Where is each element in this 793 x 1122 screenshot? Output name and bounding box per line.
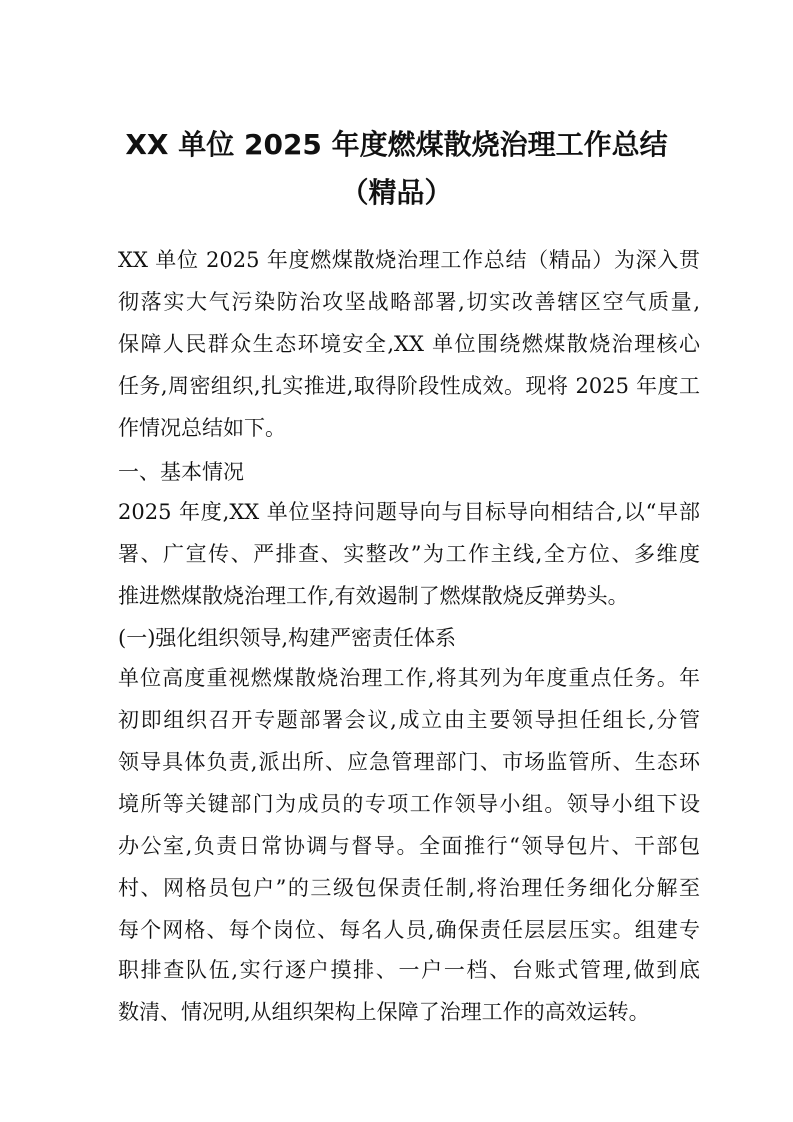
paragraph-line: 境所等关键部门为成员的专项工作领导小组。领导小组下设 (118, 792, 700, 816)
paragraph-line: 彻落实大气污染防治攻坚战略部署,切实改善辖区空气质量, (118, 290, 700, 314)
paragraph-line: 办公室,负责日常协调与督导。全面推行“领导包片、干部包 (118, 834, 700, 858)
paragraph-line: 单位高度重视燃煤散烧治理工作,将其列为年度重点任务。年 (118, 666, 700, 690)
paragraph-line: 推进燃煤散烧治理工作,有效遏制了燃煤散烧反弹势头。 (118, 584, 629, 608)
subsection-heading: (一)强化组织领导,构建严密责任体系 (118, 626, 457, 650)
paragraph-line: 保障人民群众生态环境安全,XX 单位围绕燃煤散烧治理核心 (118, 332, 700, 356)
document-title-line-1: XX 单位 2025 年度燃煤散烧治理工作总结 (125, 128, 668, 161)
paragraph-line: 作情况总结如下。 (118, 416, 286, 440)
paragraph-line: 任务,周密组织,扎实推进,取得阶段性成效。现将 2025 年度工 (118, 374, 700, 398)
paragraph-line: XX 单位 2025 年度燃煤散烧治理工作总结（精品）为深入贯 (118, 248, 700, 272)
document-title-line-2: （精品） (340, 176, 453, 209)
paragraph-line: 数清、情况明,从组织架构上保障了治理工作的高效运转。 (118, 1000, 650, 1024)
paragraph-line: 村、网格员包户”的三级包保责任制,将治理任务细化分解至 (118, 876, 700, 900)
paragraph-line: 初即组织召开专题部署会议,成立由主要领导担任组长,分管 (118, 708, 700, 732)
paragraph-line: 2025 年度,XX 单位坚持问题导向与目标导向相结合,以“早部 (118, 500, 700, 524)
paragraph-line: 每个网格、每个岗位、每名人员,确保责任层层压实。组建专 (118, 918, 700, 942)
paragraph-line: 领导具体负责,派出所、应急管理部门、市场监管所、生态环 (118, 750, 700, 774)
paragraph-line: 署、广宣传、严排查、实整改”为工作主线,全方位、多维度 (118, 542, 700, 566)
section-heading: 一、基本情况 (118, 460, 244, 484)
paragraph-line: 职排查队伍,实行逐户摸排、一户一档、台账式管理,做到底 (118, 958, 700, 982)
